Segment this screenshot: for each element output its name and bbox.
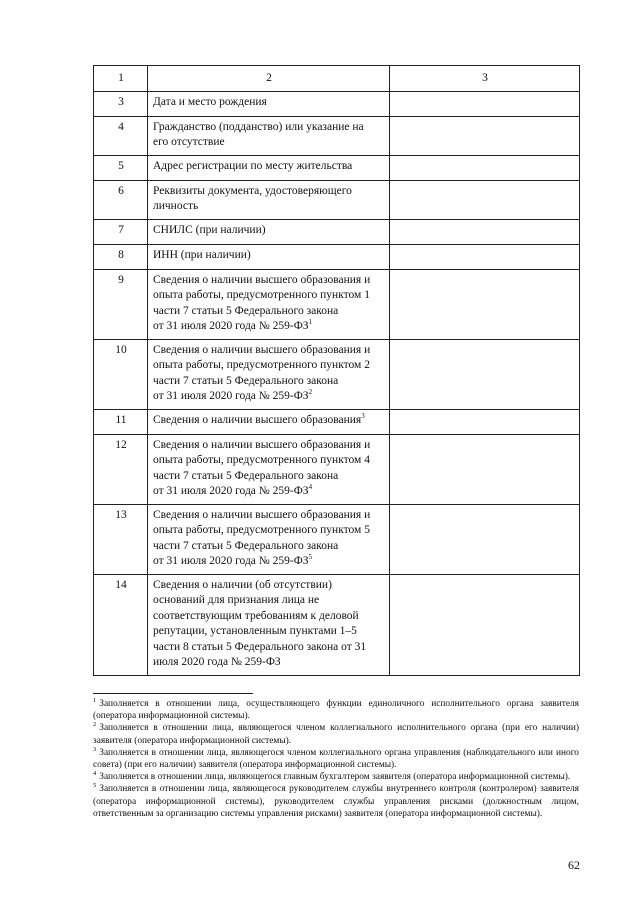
row-label: Адрес регистрации по месту жительства: [153, 159, 353, 172]
footnote-reference: 2: [308, 388, 313, 397]
table-row: [94, 180, 580, 219]
row-label: Сведения о наличии высшего образования и опыта работы, предусмотренного пунктом 4 части 7 статьи 5 Федерального закона от 31 июля 2020 года № 259-ФЗ: [153, 438, 371, 497]
row-value: [390, 116, 580, 155]
row-value: [390, 339, 580, 409]
footnote-reference: 1: [308, 318, 313, 327]
row-label-cell: [148, 219, 390, 244]
row-label-cell: [148, 339, 390, 409]
footnote-reference: 4: [308, 483, 313, 492]
header-cell-2: 2: [148, 66, 390, 92]
row-label-cell: [148, 155, 390, 180]
row-number: 14: [94, 574, 148, 675]
row-number: 6: [94, 180, 148, 219]
footnote: [93, 747, 579, 771]
footnotes: [93, 698, 579, 820]
row-value: [390, 155, 580, 180]
row-number: 3: [94, 91, 148, 116]
row-label: Гражданство (подданство) или указание на его отсутствие: [153, 120, 364, 148]
row-label: Дата и место рождения: [153, 95, 267, 108]
footnote: [93, 722, 579, 746]
row-value: [390, 434, 580, 504]
row-value: [390, 574, 580, 675]
row-label-cell: [148, 116, 390, 155]
table-row: [94, 504, 580, 574]
footnote-text: Заполняется в отношении лица, являющегося членом коллегиального исполнительного органа (при его наличии) заявителя (оператора информационной системы).: [93, 723, 579, 746]
footnote-mark: 1: [93, 696, 97, 704]
footnote-mark: 2: [93, 721, 97, 729]
row-value: [390, 409, 580, 434]
row-number: 13: [94, 504, 148, 574]
row-number: 8: [94, 244, 148, 269]
row-label-cell: [148, 434, 390, 504]
row-label: Реквизиты документа, удостоверяющего личность: [153, 184, 352, 212]
footnote-text: Заполняется в отношении лица, являющегося членом коллегиального органа управления (наблюдательного или иного совета) (при его наличии) заявителя (оператора информационной системы).: [93, 747, 579, 771]
row-label: Сведения о наличии высшего образования: [153, 413, 362, 426]
row-number: 7: [94, 219, 148, 244]
row-label-cell: [148, 409, 390, 434]
table-row: [94, 116, 580, 155]
table-row: [94, 244, 580, 269]
footnote-mark: 3: [93, 745, 97, 753]
footnote-mark: 4: [93, 770, 97, 778]
table-row: [94, 269, 580, 339]
row-value: [390, 504, 580, 574]
row-label: СНИЛС (при наличии): [153, 223, 266, 236]
footnote-text: Заполняется в отношении лица, осуществляющего функции единоличного исполнительного органа заявителя (оператора информационной системы).: [93, 699, 579, 722]
row-label: Сведения о наличии высшего образования и опыта работы, предусмотренного пунктом 5 части 7 статьи 5 Федерального закона от 31 июля 2020 года № 259-ФЗ: [153, 508, 371, 567]
page-number: 62: [568, 858, 580, 872]
table-row: [94, 155, 580, 180]
row-label-cell: [148, 504, 390, 574]
row-value: [390, 269, 580, 339]
footnote: [93, 698, 579, 722]
footnote: [93, 771, 579, 783]
table-row: [94, 91, 580, 116]
form-table: [93, 65, 580, 676]
footnote-text: Заполняется в отношении лица, являющегося руководителем службы внутреннего контроля (контролером) заявителя (оператора информационной системы), руководителем службы управления рисками (должностным лицом, ответственным за организацию системы управления рисками) заявителя (оператора информационной системы).: [93, 784, 579, 819]
footnote-reference: 3: [361, 411, 365, 420]
row-label-cell: [148, 269, 390, 339]
row-label-cell: [148, 574, 390, 675]
header-cell-1: 1: [94, 66, 148, 92]
row-label-cell: [148, 244, 390, 269]
footnote: [93, 783, 579, 820]
row-number: 4: [94, 116, 148, 155]
footnote-reference: 5: [308, 553, 313, 562]
row-number: 9: [94, 269, 148, 339]
row-number: 11: [94, 409, 148, 434]
row-value: [390, 244, 580, 269]
row-number: 5: [94, 155, 148, 180]
row-label: ИНН (при наличии): [153, 248, 251, 261]
table-row: [94, 339, 580, 409]
row-label-cell: [148, 180, 390, 219]
header-cell-3: 3: [390, 66, 580, 92]
row-label-cell: [148, 91, 390, 116]
footnote-mark: 5: [93, 782, 97, 790]
table-row: [94, 574, 580, 675]
table-header-row: [94, 66, 580, 92]
table-row: [94, 409, 580, 434]
row-value: [390, 219, 580, 244]
row-value: [390, 91, 580, 116]
row-number: 12: [94, 434, 148, 504]
row-label: Сведения о наличии высшего образования и опыта работы, предусмотренного пунктом 1 части 7 статьи 5 Федерального закона от 31 июля 2020 года № 259-ФЗ: [153, 273, 371, 332]
table-row: [94, 219, 580, 244]
footnote-text: Заполняется в отношении лица, являющегося главным бухгалтером заявителя (оператора информационной системы).: [99, 772, 571, 783]
table-row: [94, 434, 580, 504]
row-number: 10: [94, 339, 148, 409]
row-label: Сведения о наличии высшего образования и опыта работы, предусмотренного пунктом 2 части 7 статьи 5 Федерального закона от 31 июля 2020 года № 259-ФЗ: [153, 343, 371, 402]
row-label: Сведения о наличии (об отсутствии) оснований для признания лица не соответствующим требованиям к деловой репутации, установленным пунктами 1–5 части 8 статьи 5 Федерального закона от 31 июля 2020 года № 259-ФЗ: [153, 578, 367, 668]
footnote-separator: [93, 693, 253, 694]
row-value: [390, 180, 580, 219]
